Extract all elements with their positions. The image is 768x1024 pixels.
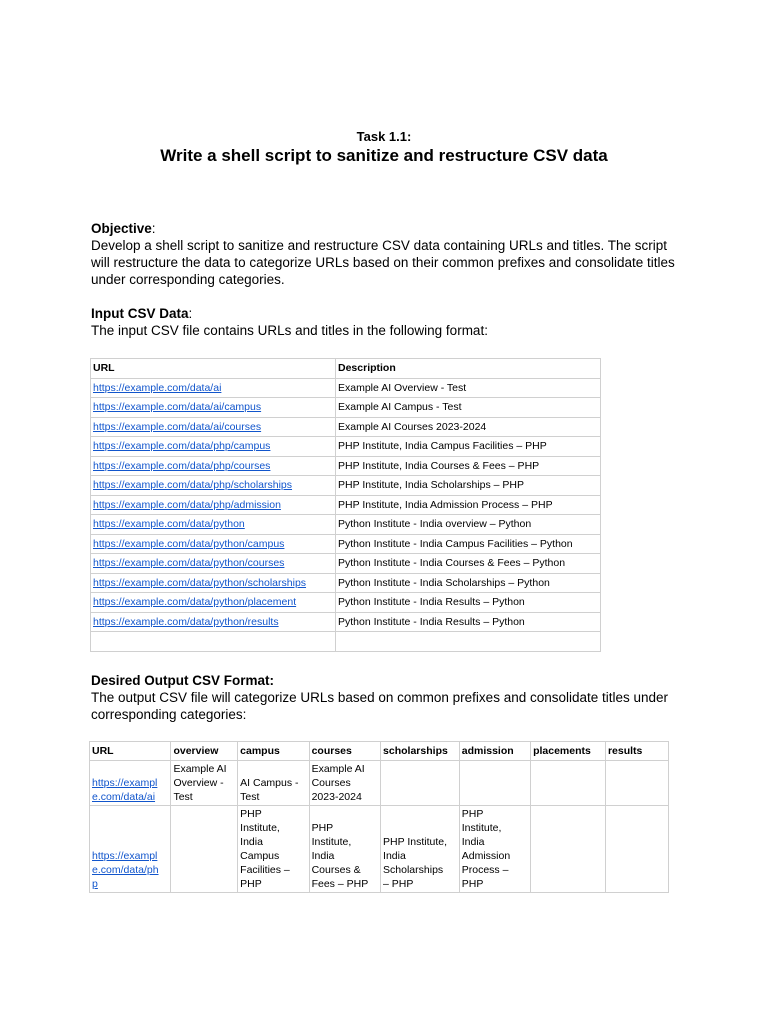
input-section: Input CSV Data: The input CSV file contains URLs and titles in the following format: [91,305,681,339]
url-cell [91,476,336,496]
output-label: Desired Output CSV Format: [91,673,275,688]
description-cell: Example AI Courses 2023-2024 [336,417,601,437]
url-cell [91,437,336,457]
category-cell-placements [531,806,606,893]
description-cell: Example AI Campus - Test [336,398,601,418]
description-cell: PHP Institute, India Admission Process – PHP [336,495,601,515]
url-cell [91,554,336,574]
url-link[interactable]: https://example.com/data/python/scholarships [93,576,307,589]
url-link[interactable]: https://example.com/data/php/campus [93,440,271,453]
category-cell-overview: Example AI Overview - Test [171,761,238,806]
url-cell [91,398,336,418]
url-link[interactable]: https://example.com/data/python/results [93,615,279,628]
description-cell: Python Institute - India overview – Python [336,515,601,535]
description-cell: Python Institute - India Results – Python [336,593,601,613]
url-cell [91,612,336,632]
description-cell: Python Institute - India Results – Python [336,612,601,632]
description-cell: Example AI Overview - Test [336,378,601,398]
url-cell [91,534,336,554]
description-cell [336,632,601,652]
table-row [91,417,601,437]
table-row [91,573,601,593]
url-cell [90,806,171,893]
url-cell [91,417,336,437]
category-cell-results [605,806,668,893]
url-cell [91,495,336,515]
url-cell [90,761,171,806]
column-header-placements: placements [531,742,606,761]
table-row [90,761,669,806]
category-cell-scholarships: PHP Institute, India Scholarships – PHP [381,806,460,893]
url-link[interactable]: https://example.com/data/ai [93,381,222,394]
output-text: The output CSV file will categorize URLs based on common prefixes and consolidate titles under corresponding categories: [91,690,669,722]
table-row [91,456,601,476]
description-cell: Python Institute - India Scholarships – Python [336,573,601,593]
input-csv-table [90,358,601,652]
url-cell [91,378,336,398]
category-cell-placements [531,761,606,806]
category-cell-admission: PHP Institute, India Admission Process – PHP [459,806,530,893]
table-header-row [91,359,601,379]
url-link[interactable]: https://example.com/data/php/scholarships [93,479,293,492]
column-header-overview: overview [171,742,238,761]
table-row [91,476,601,496]
table-row [91,554,601,574]
description-cell: Python Institute - India Courses & Fees – Python [336,554,601,574]
category-cell-admission [459,761,530,806]
table-header-row [90,742,669,761]
url-cell [91,456,336,476]
column-header-url: URL [90,742,171,761]
category-cell-results [605,761,668,806]
description-cell: PHP Institute, India Courses & Fees – PHP [336,456,601,476]
description-cell: PHP Institute, India Campus Facilities – PHP [336,437,601,457]
column-header-courses: courses [309,742,380,761]
url-cell [91,573,336,593]
column-header-campus: campus [238,742,309,761]
table-row [91,398,601,418]
table-row [90,806,669,893]
column-header-url: URL [91,359,336,379]
url-link[interactable]: https://example.com/data/ai/campus [93,401,262,414]
table-row [91,495,601,515]
page-title: Write a shell script to sanitize and restructure CSV data [160,146,608,165]
url-link[interactable]: https://example.com/data/php/courses [93,459,271,472]
output-section [91,672,681,723]
url-link[interactable]: https://example.com/data/python/placement [93,596,297,609]
category-cell-overview [171,806,238,893]
category-cell-courses: Example AI Courses 2023-2024 [309,761,380,806]
url-link[interactable]: https://example.com/data/python [93,518,245,531]
url-link[interactable]: https://example.com/data/ai/courses [93,420,262,433]
input-label: Input CSV Data [91,306,189,321]
task-label: Task 1.1: [356,129,412,144]
url-cell [91,632,336,652]
table-row [91,632,601,652]
column-header-admission: admission [459,742,530,761]
category-cell-campus: PHP Institute, India Campus Facilities – PHP [238,806,309,893]
url-cell [91,515,336,535]
table-row [91,534,601,554]
category-cell-courses: PHP Institute, India Courses & Fees – PHP [309,806,380,893]
objective-section: Objective: Develop a shell script to sanitize and restructure CSV data containing URLs and titles. The script will restructure the data to categorize URLs based on their common prefixes and consolidate titles under corresponding categories. [91,220,681,288]
column-header-scholarships: scholarships [381,742,460,761]
description-cell: Python Institute - India Campus Facilities – Python [336,534,601,554]
category-cell-scholarships [381,761,460,806]
description-cell: PHP Institute, India Scholarships – PHP [336,476,601,496]
url-link[interactable]: https://example.com/data/python/campus [93,537,285,550]
url-link[interactable]: https://example.com/data/php/admission [93,498,281,511]
objective-text: Develop a shell script to sanitize and restructure CSV data containing URLs and titles. The script will restructure the data to categorize URLs based on their common prefixes and consolidate titles under corresponding categories. [91,238,675,287]
column-header-results: results [605,742,668,761]
input-text: The input CSV file contains URLs and titles in the following format: [91,323,488,338]
url-link[interactable]: https://exampl e.com/data/ph p [92,850,159,890]
table-row [91,515,601,535]
output-csv-table [89,741,669,893]
table-row [91,612,601,632]
url-cell [91,593,336,613]
column-header-description: Description [336,359,601,379]
url-link[interactable]: https://example.com/data/python/courses [93,557,285,570]
url-link[interactable]: https://exampl e.com/data/ai [92,777,158,803]
table-row [91,593,601,613]
table-row [91,437,601,457]
category-cell-campus: AI Campus - Test [238,761,309,806]
table-row [91,378,601,398]
objective-label: Objective [91,221,152,236]
